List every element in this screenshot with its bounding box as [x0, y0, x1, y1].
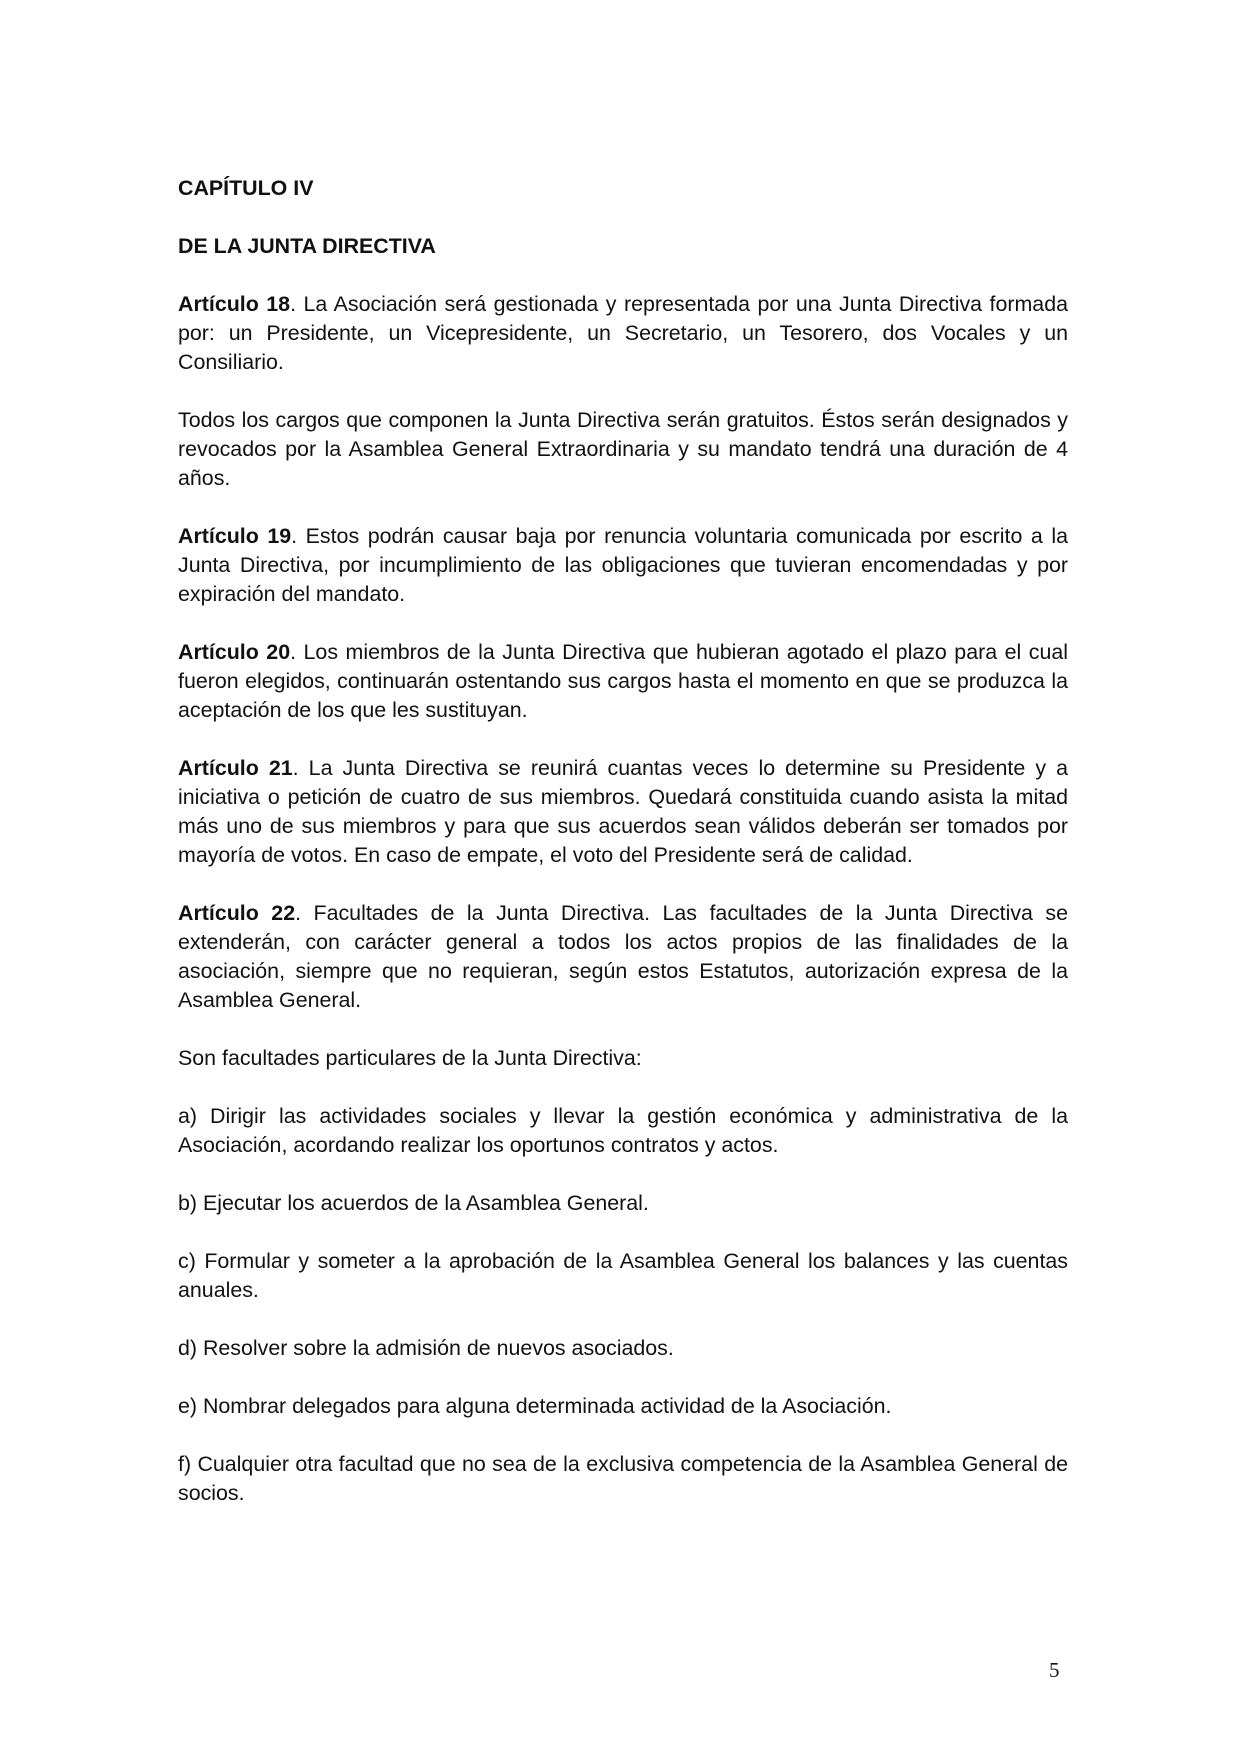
paragraph-facultades-intro — [178, 1044, 1068, 1073]
article-20 — [178, 638, 1068, 725]
article-18 — [178, 290, 1068, 377]
list-item-c: c) Formular y someter a la aprobación de la Asamblea General los balances y las cuentas anuales. — [178, 1249, 1068, 1302]
chapter-heading: CAPÍTULO IV — [178, 176, 314, 200]
paragraph-text: Todos los cargos que componen la Junta Directiva serán gratuitos. Éstos serán designados y revocados por la Asamblea General Extraordinaria y su mandato tendrá una duración de 4 años. — [178, 408, 1068, 490]
document-page — [178, 174, 1068, 1537]
article-19 — [178, 522, 1068, 609]
article-text: . Los miembros de la Junta Directiva que hubieran agotado el plazo para el cual fueron elegidos, continuarán ostentando sus cargos hasta el momento en que se produzca la aceptación de los que les sustituyan. — [178, 640, 1068, 722]
list-item-b: b) Ejecutar los acuerdos de la Asamblea General. — [178, 1191, 649, 1215]
list-item-d: d) Resolver sobre la admisión de nuevos asociados. — [178, 1336, 674, 1360]
chapter-title: DE LA JUNTA DIRECTIVA — [178, 234, 436, 258]
article-label: Artículo 21 — [178, 756, 293, 780]
article-21 — [178, 754, 1068, 870]
paragraph-text: Son facultades particulares de la Junta Directiva: — [178, 1046, 642, 1070]
article-text: . La Junta Directiva se reunirá cuantas veces lo determine su Presidente y a iniciativa o petición de cuatro de sus miembros. Quedará constituida cuando asista la mitad más uno de sus miembros y para que sus acuerdos sean válidos deberán ser tomados por mayoría de votos. En caso de empate, el voto del Presidente será de calidad. — [178, 756, 1068, 867]
list-item-e: e) Nombrar delegados para alguna determinada actividad de la Asociación. — [178, 1394, 892, 1418]
article-label: Artículo 19 — [178, 524, 292, 548]
page-number: 5 — [1049, 1658, 1060, 1682]
list-item-f: f) Cualquier otra facultad que no sea de la exclusiva competencia de la Asamblea General de socios. — [178, 1452, 1068, 1505]
article-label: Artículo 18 — [178, 292, 291, 316]
article-text: . Facultades de la Junta Directiva. Las facultades de la Junta Directiva se extenderán, con carácter general a todos los actos propios de las finalidades de la asociación, siempre que no requieran, según estos Estatutos, autorización expresa de la Asamblea General. — [178, 901, 1068, 1012]
article-label: Artículo 22 — [178, 901, 296, 925]
article-text: . La Asociación será gestionada y representada por una Junta Directiva formada por: un Presidente, un Vicepresidente, un Secretario, un Tesorero, dos Vocales y un Consiliario. — [178, 292, 1069, 374]
article-22 — [178, 899, 1068, 1015]
article-label: Artículo 20 — [178, 640, 291, 664]
list-item-a: a) Dirigir las actividades sociales y llevar la gestión económica y administrativa de la Asociación, acordando realizar los oportunos contratos y actos. — [178, 1104, 1068, 1157]
article-text: . Estos podrán causar baja por renuncia voluntaria comunicada por escrito a la Junta Directiva, por incumplimiento de las obligaciones que tuvieran encomendadas y por expiración del mandato. — [178, 524, 1068, 606]
paragraph-cargos — [178, 406, 1068, 493]
